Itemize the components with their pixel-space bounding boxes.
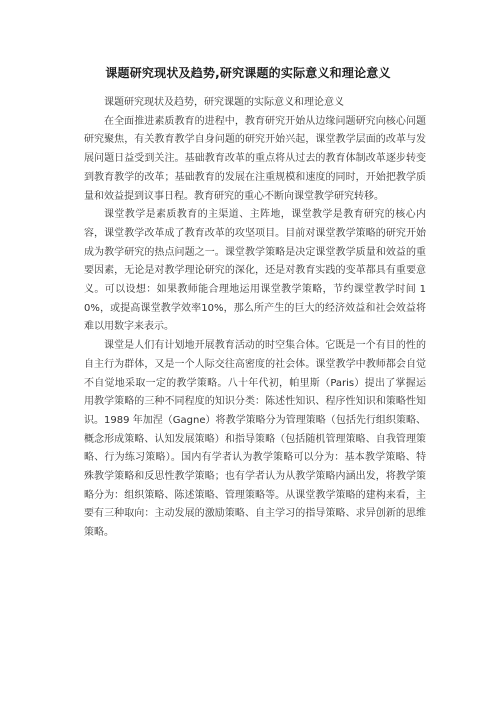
document-title: 课题研究现状及趋势,研究课题的实际意义和理论意义: [105, 66, 391, 80]
paragraph-classroom-teaching: 课堂教学是素质教育的主渠道、主阵地，课堂教学是教育研究的核心内容，课堂教学改革成了教育改革的攻坚项目。目前对课堂教学策略的研究开始成为教学研究的热点问题之一。课堂教学策略是决定课堂教学质量和效益的重要因素，无论是对教学理论研究的深化，还是对教育实践的变革都具有重要意义。可以设想：如果教师能合理地运用课堂教学策略，节约课堂教学时间 10%，或提高课堂教学效率10%，那么所产生的巨大的经济效益和社会效益将难以用数字来表示。: [84, 209, 426, 333]
paragraph-teaching-strategies: 课堂是人们有计划地开展教育活动的时空集合体。它既是一个有目的性的自主行为群体，又是一个人际交往高密度的社会体。课堂教学中教师都会自觉不自觉地采取一定的教学策略。八十年代初，帕里斯（Paris）提出了掌握运用教学策略的三种不同程度的知识分类：陈述性知识、程序性知识和策略性知识。1989 年加涅（Gagne）将教学策略分为管理策略（包括先行组织策略、概念形成策略、认知发展策略）和指导策略（包括随机管理策略、自我管理策略、行为练习策略）。国内有学者认为教学策略可以分为：基本教学策略、特殊教学策略和反思性教学策略；也有学者认为从教学策略内涵出发，将教学策略分为：组织策略、陈述策略、管理策略等。从课堂教学策略的建构来看，主要有三种取向：主动发展的激励策略、自主学习的指导策略、求异创新的思维策略。: [84, 340, 426, 539]
paragraph-education-research: 在全面推进素质教育的进程中，教育研究开始从边缘问题研究向核心问题研究聚焦，有关教育教学自身问题的研究开始兴起，课堂教学层面的改革与发展问题日益受到关注。基础教育改革的重点将从过去的教育体制改革逐步转变到教育教学的改革；基础教育的发展在注重规模和速度的同时，开始把教学质量和效益提到议事日程。教育研究的重心不断向课堂教学研究转移。: [84, 115, 426, 202]
document-body: [84, 94, 426, 543]
paragraph-heading: 课题研究现状及趋势，研究课题的实际意义和理论意义: [104, 97, 344, 108]
